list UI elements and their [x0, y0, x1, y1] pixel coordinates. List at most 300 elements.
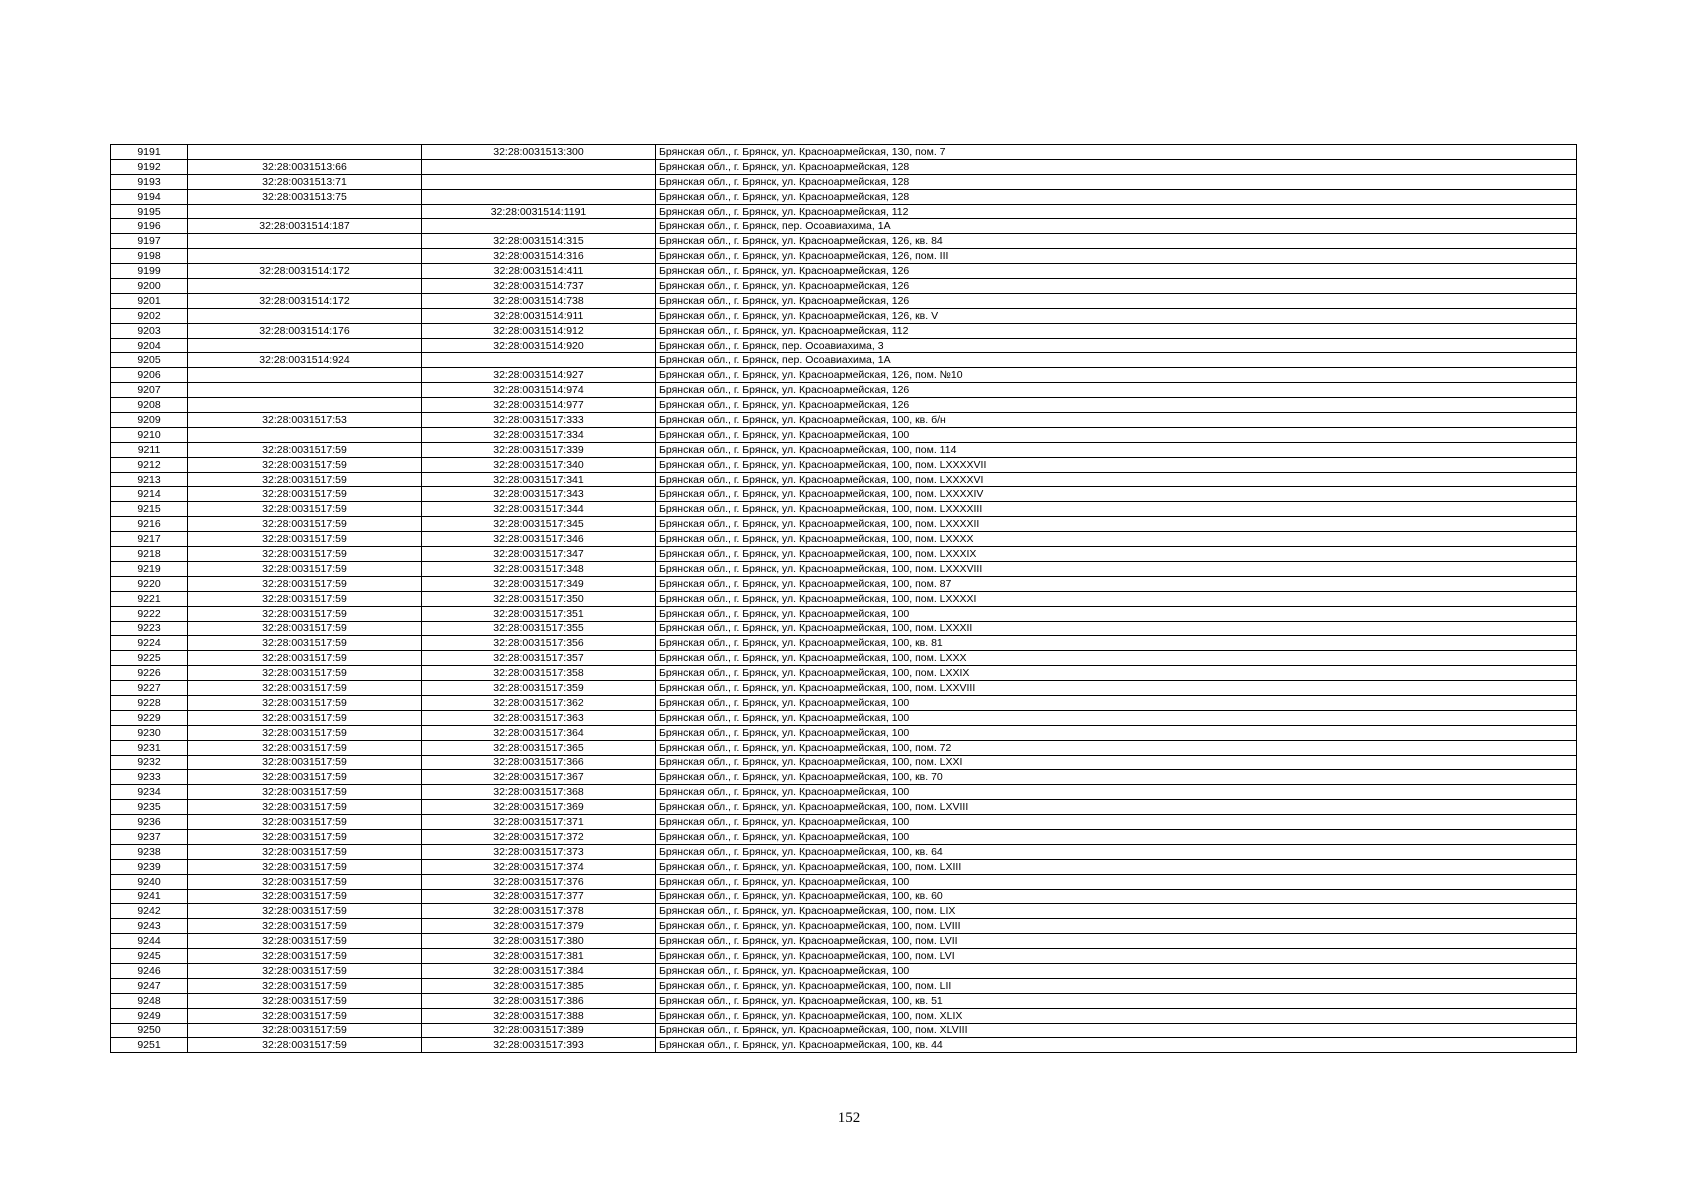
address-cell: Брянская обл., г. Брянск, ул. Красноармейская, 130, пом. 7 [656, 145, 1577, 160]
land-plot-cadastral-number-cell [188, 338, 422, 353]
land-plot-cadastral-number-cell: 32:28:0031517:59 [188, 934, 422, 949]
object-cadastral-number-cell: 32:28:0031514:315 [422, 234, 656, 249]
land-plot-cadastral-number-cell [188, 249, 422, 264]
land-plot-cadastral-number-cell: 32:28:0031517:59 [188, 844, 422, 859]
object-cadastral-number-cell: 32:28:0031517:379 [422, 919, 656, 934]
address-cell: Брянская обл., г. Брянск, ул. Красноармейская, 126 [656, 398, 1577, 413]
object-cadastral-number-cell: 32:28:0031517:368 [422, 785, 656, 800]
object-cadastral-number-cell: 32:28:0031517:378 [422, 904, 656, 919]
table-row [111, 695, 1577, 710]
object-cadastral-number-cell: 32:28:0031517:345 [422, 517, 656, 532]
table-row [111, 338, 1577, 353]
table-row [111, 457, 1577, 472]
object-cadastral-number-cell: 32:28:0031517:365 [422, 740, 656, 755]
object-cadastral-number-cell: 32:28:0031514:920 [422, 338, 656, 353]
table-row [111, 323, 1577, 338]
row-number-cell: 9198 [111, 249, 188, 264]
object-cadastral-number-cell: 32:28:0031517:357 [422, 651, 656, 666]
table-row [111, 621, 1577, 636]
row-number-cell: 9250 [111, 1023, 188, 1038]
table-row [111, 681, 1577, 696]
row-number-cell: 9195 [111, 204, 188, 219]
object-cadastral-number-cell: 32:28:0031517:350 [422, 591, 656, 606]
row-number-cell: 9206 [111, 368, 188, 383]
row-number-cell: 9218 [111, 547, 188, 562]
address-cell: Брянская обл., г. Брянск, ул. Красноармейская, 128 [656, 174, 1577, 189]
row-number-cell: 9236 [111, 815, 188, 830]
address-cell: Брянская обл., г. Брянск, ул. Красноармейская, 100, пом. 87 [656, 576, 1577, 591]
table-row [111, 517, 1577, 532]
address-cell: Брянская обл., г. Брянск, ул. Красноармейская, 100, пом. XLVIII [656, 1023, 1577, 1038]
land-plot-cadastral-number-cell: 32:28:0031517:59 [188, 874, 422, 889]
row-number-cell: 9215 [111, 502, 188, 517]
row-number-cell: 9192 [111, 159, 188, 174]
address-cell: Брянская обл., г. Брянск, ул. Красноармейская, 100, пом. LXVIII [656, 800, 1577, 815]
object-cadastral-number-cell: 32:28:0031517:351 [422, 606, 656, 621]
object-cadastral-number-cell: 32:28:0031517:349 [422, 576, 656, 591]
row-number-cell: 9234 [111, 785, 188, 800]
land-plot-cadastral-number-cell: 32:28:0031517:59 [188, 949, 422, 964]
row-number-cell: 9197 [111, 234, 188, 249]
object-cadastral-number-cell: 32:28:0031517:358 [422, 666, 656, 681]
object-cadastral-number-cell: 32:28:0031517:380 [422, 934, 656, 949]
row-number-cell: 9229 [111, 710, 188, 725]
address-cell: Брянская обл., г. Брянск, ул. Красноармейская, 100 [656, 427, 1577, 442]
table-row [111, 293, 1577, 308]
page-number: 152 [837, 1110, 861, 1126]
address-cell: Брянская обл., г. Брянск, ул. Красноармейская, 126 [656, 264, 1577, 279]
address-cell: Брянская обл., г. Брянск, ул. Красноармейская, 100, пом. LXXXXIII [656, 502, 1577, 517]
address-cell: Брянская обл., г. Брянск, ул. Красноармейская, 100, кв. 60 [656, 889, 1577, 904]
table-row [111, 1023, 1577, 1038]
land-plot-cadastral-number-cell: 32:28:0031517:59 [188, 710, 422, 725]
land-plot-cadastral-number-cell: 32:28:0031517:59 [188, 695, 422, 710]
object-cadastral-number-cell: 32:28:0031514:316 [422, 249, 656, 264]
object-cadastral-number-cell: 32:28:0031517:346 [422, 532, 656, 547]
object-cadastral-number-cell: 32:28:0031517:333 [422, 413, 656, 428]
land-plot-cadastral-number-cell: 32:28:0031517:59 [188, 547, 422, 562]
table-row [111, 279, 1577, 294]
land-plot-cadastral-number-cell: 32:28:0031517:59 [188, 740, 422, 755]
table-row [111, 487, 1577, 502]
object-cadastral-number-cell [422, 189, 656, 204]
land-plot-cadastral-number-cell: 32:28:0031517:59 [188, 770, 422, 785]
address-cell: Брянская обл., г. Брянск, ул. Красноармейская, 100, кв. б/н [656, 413, 1577, 428]
table-row [111, 978, 1577, 993]
object-cadastral-number-cell: 32:28:0031517:341 [422, 472, 656, 487]
address-cell: Брянская обл., г. Брянск, ул. Красноармейская, 100, пом. LXXX [656, 651, 1577, 666]
land-plot-cadastral-number-cell: 32:28:0031517:59 [188, 487, 422, 502]
address-cell: Брянская обл., г. Брянск, ул. Красноармейская, 100, кв. 44 [656, 1038, 1577, 1053]
row-number-cell: 9212 [111, 457, 188, 472]
object-cadastral-number-cell [422, 353, 656, 368]
land-plot-cadastral-number-cell: 32:28:0031517:59 [188, 502, 422, 517]
object-cadastral-number-cell: 32:28:0031514:912 [422, 323, 656, 338]
row-number-cell: 9213 [111, 472, 188, 487]
object-cadastral-number-cell: 32:28:0031517:373 [422, 844, 656, 859]
address-cell: Брянская обл., г. Брянск, ул. Красноармейская, 100 [656, 725, 1577, 740]
land-plot-cadastral-number-cell: 32:28:0031517:59 [188, 904, 422, 919]
object-cadastral-number-cell: 32:28:0031517:371 [422, 815, 656, 830]
table-row [111, 308, 1577, 323]
land-plot-cadastral-number-cell: 32:28:0031517:59 [188, 785, 422, 800]
land-plot-cadastral-number-cell: 32:28:0031517:59 [188, 800, 422, 815]
row-number-cell: 9231 [111, 740, 188, 755]
address-cell: Брянская обл., г. Брянск, ул. Красноармейская, 126, кв. 84 [656, 234, 1577, 249]
object-cadastral-number-cell: 32:28:0031517:385 [422, 978, 656, 993]
address-cell: Брянская обл., г. Брянск, ул. Красноармейская, 128 [656, 189, 1577, 204]
address-cell: Брянская обл., г. Брянск, ул. Красноармейская, 100, пом. LVI [656, 949, 1577, 964]
land-plot-cadastral-number-cell: 32:28:0031513:75 [188, 189, 422, 204]
land-plot-cadastral-number-cell: 32:28:0031517:59 [188, 472, 422, 487]
address-cell: Брянская обл., г. Брянск, ул. Красноармейская, 100, пом. LXXXXII [656, 517, 1577, 532]
object-cadastral-number-cell: 32:28:0031517:384 [422, 963, 656, 978]
row-number-cell: 9210 [111, 427, 188, 442]
address-cell: Брянская обл., г. Брянск, ул. Красноармейская, 100, пом. LIX [656, 904, 1577, 919]
land-plot-cadastral-number-cell: 32:28:0031513:66 [188, 159, 422, 174]
land-plot-cadastral-number-cell [188, 427, 422, 442]
row-number-cell: 9216 [111, 517, 188, 532]
table-row [111, 606, 1577, 621]
object-cadastral-number-cell: 32:28:0031517:364 [422, 725, 656, 740]
land-plot-cadastral-number-cell [188, 398, 422, 413]
row-number-cell: 9225 [111, 651, 188, 666]
land-plot-cadastral-number-cell [188, 234, 422, 249]
table-row [111, 532, 1577, 547]
row-number-cell: 9249 [111, 1008, 188, 1023]
row-number-cell: 9220 [111, 576, 188, 591]
land-plot-cadastral-number-cell: 32:28:0031517:59 [188, 681, 422, 696]
object-cadastral-number-cell: 32:28:0031517:376 [422, 874, 656, 889]
land-plot-cadastral-number-cell: 32:28:0031517:59 [188, 606, 422, 621]
object-cadastral-number-cell: 32:28:0031517:386 [422, 993, 656, 1008]
address-cell: Брянская обл., г. Брянск, ул. Красноармейская, 100, пом. LVIII [656, 919, 1577, 934]
table-row [111, 829, 1577, 844]
row-number-cell: 9230 [111, 725, 188, 740]
land-plot-cadastral-number-cell [188, 145, 422, 160]
row-number-cell: 9221 [111, 591, 188, 606]
table-row [111, 427, 1577, 442]
object-cadastral-number-cell: 32:28:0031517:355 [422, 621, 656, 636]
table-row [111, 874, 1577, 889]
table-row [111, 383, 1577, 398]
land-plot-cadastral-number-cell: 32:28:0031517:59 [188, 576, 422, 591]
address-cell: Брянская обл., г. Брянск, ул. Красноармейская, 100, пом. LVII [656, 934, 1577, 949]
row-number-cell: 9232 [111, 755, 188, 770]
object-cadastral-number-cell: 32:28:0031517:344 [422, 502, 656, 517]
table-row [111, 159, 1577, 174]
object-cadastral-number-cell: 32:28:0031517:340 [422, 457, 656, 472]
table-row [111, 413, 1577, 428]
land-plot-cadastral-number-cell: 32:28:0031513:71 [188, 174, 422, 189]
object-cadastral-number-cell: 32:28:0031517:347 [422, 547, 656, 562]
table-row [111, 993, 1577, 1008]
address-cell: Брянская обл., г. Брянск, ул. Красноармейская, 100, кв. 81 [656, 636, 1577, 651]
land-plot-cadastral-number-cell: 32:28:0031514:176 [188, 323, 422, 338]
table-row [111, 1008, 1577, 1023]
row-number-cell: 9244 [111, 934, 188, 949]
address-cell: Брянская обл., г. Брянск, ул. Красноармейская, 100 [656, 963, 1577, 978]
address-cell: Брянская обл., г. Брянск, ул. Красноармейская, 100, пом. 72 [656, 740, 1577, 755]
object-cadastral-number-cell: 32:28:0031517:367 [422, 770, 656, 785]
land-plot-cadastral-number-cell [188, 368, 422, 383]
row-number-cell: 9194 [111, 189, 188, 204]
object-cadastral-number-cell: 32:28:0031514:411 [422, 264, 656, 279]
row-number-cell: 9204 [111, 338, 188, 353]
object-cadastral-number-cell: 32:28:0031517:363 [422, 710, 656, 725]
row-number-cell: 9241 [111, 889, 188, 904]
address-cell: Брянская обл., г. Брянск, ул. Красноармейская, 100, кв. 64 [656, 844, 1577, 859]
table-row [111, 1038, 1577, 1053]
row-number-cell: 9201 [111, 293, 188, 308]
row-number-cell: 9219 [111, 561, 188, 576]
table-row [111, 919, 1577, 934]
table-row [111, 502, 1577, 517]
land-plot-cadastral-number-cell: 32:28:0031517:59 [188, 815, 422, 830]
land-plot-cadastral-number-cell: 32:28:0031517:59 [188, 889, 422, 904]
row-number-cell: 9245 [111, 949, 188, 964]
address-cell: Брянская обл., г. Брянск, ул. Красноармейская, 100 [656, 829, 1577, 844]
row-number-cell: 9239 [111, 859, 188, 874]
land-plot-cadastral-number-cell: 32:28:0031517:59 [188, 859, 422, 874]
object-cadastral-number-cell: 32:28:0031517:339 [422, 442, 656, 457]
object-cadastral-number-cell: 32:28:0031514:1191 [422, 204, 656, 219]
row-number-cell: 9242 [111, 904, 188, 919]
land-plot-cadastral-number-cell: 32:28:0031517:59 [188, 651, 422, 666]
object-cadastral-number-cell [422, 159, 656, 174]
table-row [111, 800, 1577, 815]
address-cell: Брянская обл., г. Брянск, ул. Красноармейская, 100 [656, 695, 1577, 710]
object-cadastral-number-cell: 32:28:0031514:977 [422, 398, 656, 413]
land-plot-cadastral-number-cell: 32:28:0031517:59 [188, 442, 422, 457]
land-plot-cadastral-number-cell: 32:28:0031517:59 [188, 561, 422, 576]
land-plot-cadastral-number-cell: 32:28:0031517:59 [188, 919, 422, 934]
table-row [111, 219, 1577, 234]
table-row [111, 785, 1577, 800]
land-plot-cadastral-number-cell [188, 308, 422, 323]
table-row [111, 770, 1577, 785]
table-row [111, 949, 1577, 964]
address-cell: Брянская обл., г. Брянск, ул. Красноармейская, 126 [656, 293, 1577, 308]
address-cell: Брянская обл., г. Брянск, ул. Красноармейская, 100, кв. 70 [656, 770, 1577, 785]
table-row [111, 204, 1577, 219]
address-cell: Брянская обл., г. Брянск, ул. Красноармейская, 126, кв. V [656, 308, 1577, 323]
table-row [111, 591, 1577, 606]
land-plot-cadastral-number-cell: 32:28:0031517:59 [188, 1008, 422, 1023]
table-row [111, 963, 1577, 978]
address-cell: Брянская обл., г. Брянск, ул. Красноармейская, 100, кв. 51 [656, 993, 1577, 1008]
land-plot-cadastral-number-cell: 32:28:0031517:59 [188, 978, 422, 993]
table-row [111, 666, 1577, 681]
row-number-cell: 9214 [111, 487, 188, 502]
object-cadastral-number-cell: 32:28:0031517:366 [422, 755, 656, 770]
address-cell: Брянская обл., г. Брянск, ул. Красноармейская, 100, пом. LXXXXI [656, 591, 1577, 606]
address-cell: Брянская обл., г. Брянск, ул. Красноармейская, 100 [656, 815, 1577, 830]
land-plot-cadastral-number-cell: 32:28:0031517:59 [188, 532, 422, 547]
land-plot-cadastral-number-cell: 32:28:0031514:187 [188, 219, 422, 234]
object-cadastral-number-cell: 32:28:0031517:362 [422, 695, 656, 710]
table-row [111, 264, 1577, 279]
object-cadastral-number-cell: 32:28:0031514:738 [422, 293, 656, 308]
object-cadastral-number-cell [422, 174, 656, 189]
object-cadastral-number-cell: 32:28:0031517:334 [422, 427, 656, 442]
table-row [111, 651, 1577, 666]
table-row [111, 145, 1577, 160]
table-row [111, 249, 1577, 264]
object-cadastral-number-cell: 32:28:0031517:381 [422, 949, 656, 964]
object-cadastral-number-cell: 32:28:0031514:737 [422, 279, 656, 294]
address-cell: Брянская обл., г. Брянск, ул. Красноармейская, 100, пом. LXIII [656, 859, 1577, 874]
object-cadastral-number-cell: 32:28:0031517:369 [422, 800, 656, 815]
object-cadastral-number-cell: 32:28:0031517:343 [422, 487, 656, 502]
table-row [111, 174, 1577, 189]
table-row [111, 815, 1577, 830]
address-cell: Брянская обл., г. Брянск, ул. Красноармейская, 100 [656, 785, 1577, 800]
cadastral-registry-table [110, 144, 1577, 1053]
row-number-cell: 9227 [111, 681, 188, 696]
registry-table-body [111, 145, 1577, 1053]
address-cell: Брянская обл., г. Брянск, пер. Осоавиахима, 1А [656, 219, 1577, 234]
land-plot-cadastral-number-cell [188, 204, 422, 219]
row-number-cell: 9251 [111, 1038, 188, 1053]
object-cadastral-number-cell: 32:28:0031517:372 [422, 829, 656, 844]
table-row [111, 547, 1577, 562]
address-cell: Брянская обл., г. Брянск, ул. Красноармейская, 100, пом. LXXXIX [656, 547, 1577, 562]
address-cell: Брянская обл., г. Брянск, ул. Красноармейская, 112 [656, 323, 1577, 338]
table-row [111, 755, 1577, 770]
row-number-cell: 9243 [111, 919, 188, 934]
table-row [111, 561, 1577, 576]
land-plot-cadastral-number-cell: 32:28:0031517:59 [188, 963, 422, 978]
land-plot-cadastral-number-cell: 32:28:0031514:172 [188, 293, 422, 308]
table-row [111, 859, 1577, 874]
land-plot-cadastral-number-cell: 32:28:0031517:59 [188, 591, 422, 606]
table-row [111, 442, 1577, 457]
land-plot-cadastral-number-cell: 32:28:0031514:924 [188, 353, 422, 368]
land-plot-cadastral-number-cell: 32:28:0031517:59 [188, 636, 422, 651]
land-plot-cadastral-number-cell: 32:28:0031517:59 [188, 755, 422, 770]
land-plot-cadastral-number-cell: 32:28:0031517:59 [188, 621, 422, 636]
address-cell: Брянская обл., г. Брянск, ул. Красноармейская, 100, пом. LXXXXVII [656, 457, 1577, 472]
row-number-cell: 9207 [111, 383, 188, 398]
land-plot-cadastral-number-cell: 32:28:0031514:172 [188, 264, 422, 279]
table-row [111, 353, 1577, 368]
row-number-cell: 9209 [111, 413, 188, 428]
address-cell: Брянская обл., г. Брянск, ул. Красноармейская, 100, пом. LXXXXVI [656, 472, 1577, 487]
address-cell: Брянская обл., г. Брянск, ул. Красноармейская, 100, пом. XLIX [656, 1008, 1577, 1023]
row-number-cell: 9235 [111, 800, 188, 815]
row-number-cell: 9211 [111, 442, 188, 457]
row-number-cell: 9200 [111, 279, 188, 294]
object-cadastral-number-cell: 32:28:0031514:927 [422, 368, 656, 383]
land-plot-cadastral-number-cell: 32:28:0031517:59 [188, 725, 422, 740]
row-number-cell: 9247 [111, 978, 188, 993]
table-row [111, 844, 1577, 859]
land-plot-cadastral-number-cell: 32:28:0031517:59 [188, 1023, 422, 1038]
object-cadastral-number-cell: 32:28:0031517:388 [422, 1008, 656, 1023]
table-row [111, 889, 1577, 904]
object-cadastral-number-cell: 32:28:0031517:389 [422, 1023, 656, 1038]
address-cell: Брянская обл., г. Брянск, ул. Красноармейская, 100, пом. LII [656, 978, 1577, 993]
row-number-cell: 9228 [111, 695, 188, 710]
row-number-cell: 9202 [111, 308, 188, 323]
row-number-cell: 9246 [111, 963, 188, 978]
address-cell: Брянская обл., г. Брянск, ул. Красноармейская, 100, пом. 114 [656, 442, 1577, 457]
row-number-cell: 9191 [111, 145, 188, 160]
row-number-cell: 9222 [111, 606, 188, 621]
land-plot-cadastral-number-cell: 32:28:0031517:59 [188, 993, 422, 1008]
table-row [111, 904, 1577, 919]
table-row [111, 189, 1577, 204]
row-number-cell: 9208 [111, 398, 188, 413]
address-cell: Брянская обл., г. Брянск, ул. Красноармейская, 128 [656, 159, 1577, 174]
object-cadastral-number-cell: 32:28:0031514:911 [422, 308, 656, 323]
land-plot-cadastral-number-cell: 32:28:0031517:59 [188, 829, 422, 844]
land-plot-cadastral-number-cell: 32:28:0031517:59 [188, 1038, 422, 1053]
address-cell: Брянская обл., г. Брянск, ул. Красноармейская, 100, пом. LXXI [656, 755, 1577, 770]
address-cell: Брянская обл., г. Брянск, ул. Красноармейская, 100, пом. LXXXII [656, 621, 1577, 636]
address-cell: Брянская обл., г. Брянск, пер. Осоавиахима, 1А [656, 353, 1577, 368]
row-number-cell: 9205 [111, 353, 188, 368]
row-number-cell: 9240 [111, 874, 188, 889]
table-row [111, 710, 1577, 725]
row-number-cell: 9226 [111, 666, 188, 681]
row-number-cell: 9193 [111, 174, 188, 189]
row-number-cell: 9199 [111, 264, 188, 279]
address-cell: Брянская обл., г. Брянск, ул. Красноармейская, 100 [656, 710, 1577, 725]
address-cell: Брянская обл., г. Брянск, пер. Осоавиахима, 3 [656, 338, 1577, 353]
object-cadastral-number-cell: 32:28:0031517:359 [422, 681, 656, 696]
address-cell: Брянская обл., г. Брянск, ул. Красноармейская, 100, пом. LXXXX [656, 532, 1577, 547]
address-cell: Брянская обл., г. Брянск, ул. Красноармейская, 112 [656, 204, 1577, 219]
address-cell: Брянская обл., г. Брянск, ул. Красноармейская, 100, пом. LXXXVIII [656, 561, 1577, 576]
land-plot-cadastral-number-cell [188, 383, 422, 398]
object-cadastral-number-cell: 32:28:0031517:377 [422, 889, 656, 904]
address-cell: Брянская обл., г. Брянск, ул. Красноармейская, 100 [656, 874, 1577, 889]
land-plot-cadastral-number-cell: 32:28:0031517:59 [188, 666, 422, 681]
row-number-cell: 9233 [111, 770, 188, 785]
table-row [111, 398, 1577, 413]
object-cadastral-number-cell [422, 219, 656, 234]
row-number-cell: 9196 [111, 219, 188, 234]
row-number-cell: 9237 [111, 829, 188, 844]
address-cell: Брянская обл., г. Брянск, ул. Красноармейская, 126, пом. III [656, 249, 1577, 264]
address-cell: Брянская обл., г. Брянск, ул. Красноармейская, 126 [656, 383, 1577, 398]
object-cadastral-number-cell: 32:28:0031517:374 [422, 859, 656, 874]
row-number-cell: 9238 [111, 844, 188, 859]
table-row [111, 740, 1577, 755]
land-plot-cadastral-number-cell [188, 279, 422, 294]
address-cell: Брянская обл., г. Брянск, ул. Красноармейская, 100, пом. LXXXXIV [656, 487, 1577, 502]
table-row [111, 234, 1577, 249]
object-cadastral-number-cell: 32:28:0031517:348 [422, 561, 656, 576]
table-row [111, 576, 1577, 591]
row-number-cell: 9203 [111, 323, 188, 338]
address-cell: Брянская обл., г. Брянск, ул. Красноармейская, 126, пом. №10 [656, 368, 1577, 383]
row-number-cell: 9248 [111, 993, 188, 1008]
address-cell: Брянская обл., г. Брянск, ул. Красноармейская, 100, пом. LXXVIII [656, 681, 1577, 696]
object-cadastral-number-cell: 32:28:0031514:974 [422, 383, 656, 398]
row-number-cell: 9217 [111, 532, 188, 547]
row-number-cell: 9223 [111, 621, 188, 636]
land-plot-cadastral-number-cell: 32:28:0031517:59 [188, 457, 422, 472]
land-plot-cadastral-number-cell: 32:28:0031517:53 [188, 413, 422, 428]
table-row [111, 725, 1577, 740]
table-row [111, 934, 1577, 949]
address-cell: Брянская обл., г. Брянск, ул. Красноармейская, 100 [656, 606, 1577, 621]
address-cell: Брянская обл., г. Брянск, ул. Красноармейская, 126 [656, 279, 1577, 294]
object-cadastral-number-cell: 32:28:0031513:300 [422, 145, 656, 160]
